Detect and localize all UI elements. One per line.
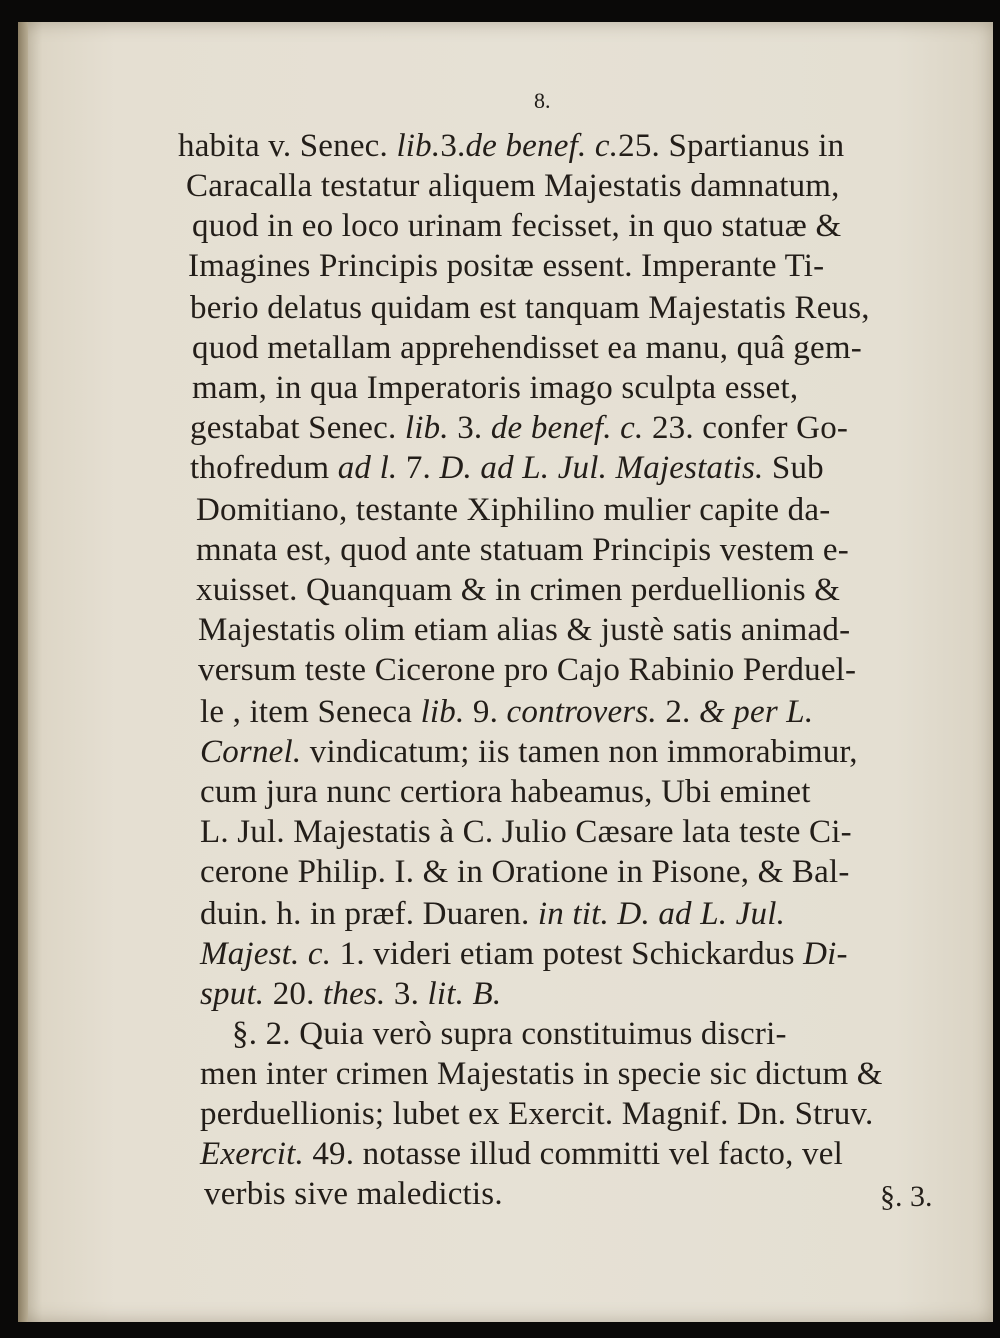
text-segment: le , item Seneca xyxy=(200,694,421,730)
text-line xyxy=(200,896,785,933)
text-segment: 7. xyxy=(397,450,440,486)
text-segment: 1. videri etiam potest Schickardus xyxy=(331,936,804,972)
text-segment: 9. xyxy=(464,694,507,730)
text-line xyxy=(200,1096,873,1133)
text-segment: versum teste Cicerone pro Cajo Rabinio Perduel- xyxy=(198,652,857,688)
italic-reference: Cornel. xyxy=(200,734,302,770)
italic-reference: sput. xyxy=(200,976,265,1012)
text-line xyxy=(200,1136,843,1173)
text-line xyxy=(190,410,848,447)
italic-reference: Majest. c. xyxy=(200,936,332,972)
italic-reference: lib. xyxy=(420,694,465,730)
text-segment: Caracalla testatur aliquem Majestatis damnatum, xyxy=(186,168,840,204)
text-line xyxy=(192,370,798,407)
text-line xyxy=(200,814,852,851)
italic-reference: D. ad L. Jul. Majestatis. xyxy=(439,450,764,486)
text-line xyxy=(232,1016,787,1053)
text-line xyxy=(188,248,824,285)
text-line xyxy=(186,168,840,205)
italic-reference: de benef. c. xyxy=(490,410,644,446)
text-line xyxy=(196,572,840,609)
text-line xyxy=(190,290,870,327)
text-segment: Majestatis olim etiam alias & justè satis animad- xyxy=(198,612,851,648)
text-line xyxy=(190,450,824,487)
text-segment: perduellionis; lubet ex Exercit. Magnif. Dn. Struv. xyxy=(200,1096,874,1132)
text-line xyxy=(192,330,862,367)
text-segment: Imagines Principis positæ essent. Imperante Ti- xyxy=(188,248,825,284)
text-segment: 49. notasse illud committi vel facto, vel xyxy=(303,1136,843,1172)
text-line xyxy=(200,774,811,811)
text-segment: cerone Philip. I. & in Oratione in Pisone, & Bal- xyxy=(200,854,850,890)
text-segment: duin. h. in præf. Duaren. xyxy=(200,896,538,932)
italic-reference: thes. xyxy=(323,976,386,1012)
text-segment: men inter crimen Majestatis in specie sic dictum & xyxy=(200,1056,883,1092)
text-segment: quod in eo loco urinam fecisset, in quo statuæ & xyxy=(192,208,842,244)
text-segment: 3. xyxy=(385,976,428,1012)
text-line xyxy=(196,532,849,569)
italic-reference: controvers. xyxy=(506,694,657,730)
text-segment: cum jura nunc certiora habeamus, Ubi eminet xyxy=(200,774,811,810)
text-segment: gestabat Senec. xyxy=(190,410,405,446)
text-segment: xuisset. Quanquam & in crimen perduellionis & xyxy=(196,572,841,608)
italic-reference: Exercit. xyxy=(200,1136,304,1172)
text-line xyxy=(200,1056,883,1093)
text-segment: Sub xyxy=(763,450,824,486)
text-segment: §. 2. Quia verò supra constituimus discri- xyxy=(232,1016,787,1052)
text-segment: 3. xyxy=(440,128,466,164)
text-segment: quod metallam apprehendisset ea manu, quâ gem- xyxy=(192,330,862,366)
text-line xyxy=(178,128,844,165)
page-number: 8. xyxy=(534,88,551,113)
text-line xyxy=(204,1176,503,1213)
text-segment: 2. xyxy=(656,694,699,730)
text-line xyxy=(192,208,841,245)
text-line xyxy=(200,936,848,973)
text-segment: habita v. Senec. xyxy=(178,128,397,164)
italic-reference: lib. xyxy=(404,410,449,446)
text-line xyxy=(198,652,856,689)
text-line xyxy=(200,694,813,731)
text-segment: L. Jul. Majestatis à C. Julio Cæsare lata teste Ci- xyxy=(200,814,852,850)
italic-reference: Di- xyxy=(803,936,848,972)
text-segment: berio delatus quidam est tanquam Majestatis Reus, xyxy=(190,290,870,326)
text-segment: 20. xyxy=(264,976,324,1012)
text-line xyxy=(200,734,858,771)
text-line xyxy=(200,854,850,891)
text-segment: vindicatum; iis tamen non immorabimur, xyxy=(301,734,858,770)
text-line xyxy=(200,976,501,1013)
text-segment: Domitiano, testante Xiphilino mulier capite da- xyxy=(196,492,831,528)
text-segment: mam, in qua Imperatoris imago sculpta esset, xyxy=(192,370,799,406)
catchword: §. 3. xyxy=(880,1180,933,1213)
italic-reference: in tit. D. ad L. Jul. xyxy=(537,896,786,932)
text-segment: 23. confer Go- xyxy=(643,410,849,446)
italic-reference: lit. B. xyxy=(427,976,502,1012)
italic-reference: de benef. c. xyxy=(465,128,619,164)
text-line xyxy=(196,492,830,529)
text-segment: verbis sive maledictis. xyxy=(204,1176,503,1212)
text-segment: thofredum xyxy=(190,450,338,486)
text-segment: mnata est, quod ante statuam Principis vestem e- xyxy=(196,532,849,568)
italic-reference: & per L. xyxy=(698,694,814,730)
text-segment: 3. xyxy=(448,410,491,446)
italic-reference: ad l. xyxy=(337,450,398,486)
text-line xyxy=(198,612,850,649)
italic-reference: lib. xyxy=(396,128,441,164)
text-segment: 25. Spartianus in xyxy=(618,128,845,164)
